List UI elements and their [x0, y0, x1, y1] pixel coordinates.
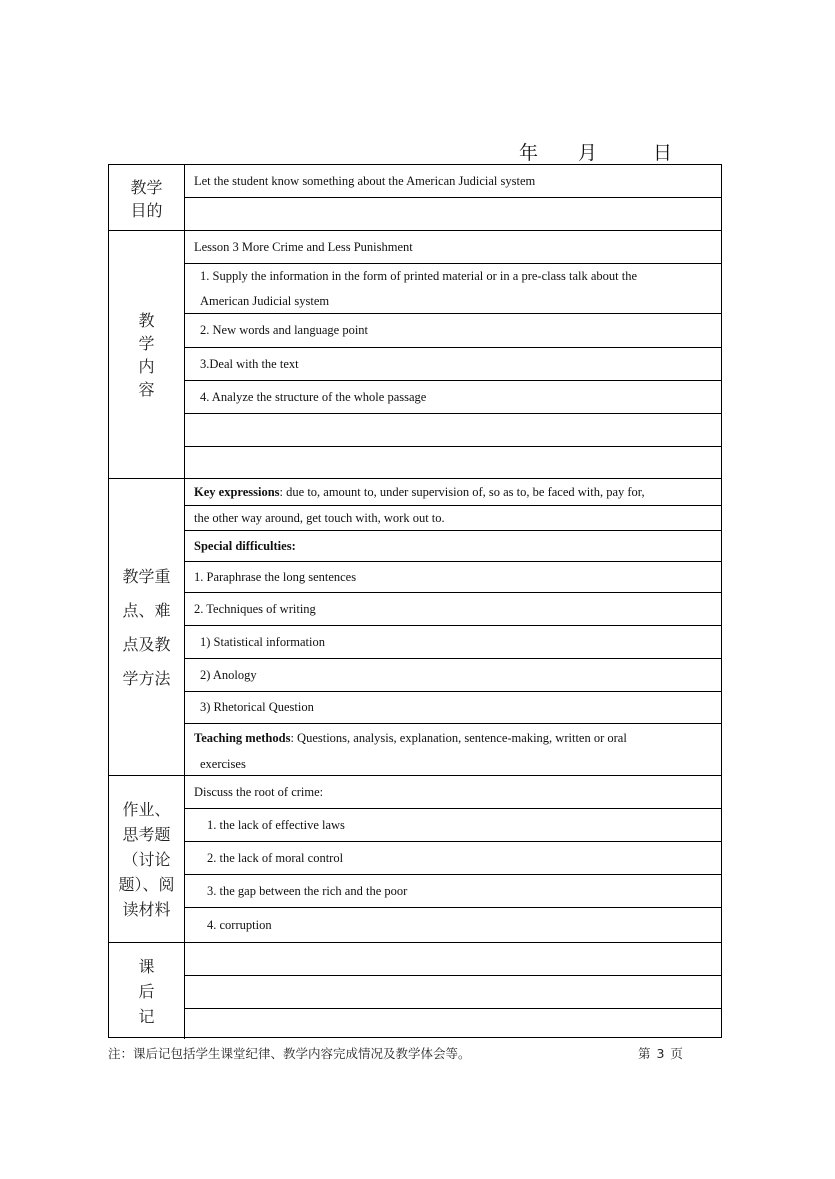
homework-row: 1. the lack of effective laws [185, 808, 721, 841]
teaching-methods-title: Teaching methods [194, 730, 291, 745]
content-row: American Judicial system [200, 293, 330, 308]
keypoints-label: 教学重 点、难 点及教 学方法 [122, 566, 171, 688]
content-label: 教 学 内 容 [138, 310, 155, 399]
key-expressions-title: Key expressions [194, 484, 280, 499]
objectives-rows [185, 165, 721, 230]
homework-label-cell [109, 776, 185, 942]
notes-rows [185, 943, 721, 1039]
objectives-label: 教学 目的 [130, 177, 163, 220]
date-year-label: 年 [519, 142, 539, 164]
notes-row [185, 975, 721, 1008]
content-row [185, 413, 721, 446]
difficulty-item: 1. Paraphrase the long sentences [185, 561, 721, 592]
notes-section [109, 942, 721, 1039]
homework-rows [185, 776, 721, 942]
teaching-methods-row [185, 723, 721, 752]
content-label-cell [109, 231, 185, 478]
footer-note: 注：课后记包括学生课堂纪律、教学内容完成情况及教学体会等。 [108, 1046, 471, 1061]
objectives-row: Let the student know something about the American Judicial system [194, 173, 536, 188]
content-row: 1. Supply the information in the form of printed material or in a pre-class talk about the [185, 263, 721, 289]
date-month-label: 月 [578, 142, 598, 164]
difficulties-title: Special difficulties: [194, 538, 296, 553]
difficulty-item: 2) Anology [185, 658, 721, 691]
keypoints-section [109, 478, 721, 775]
date-line [0, 138, 835, 162]
notes-label-cell [109, 943, 185, 1039]
notes-row [185, 1008, 721, 1040]
notes-row [185, 943, 721, 975]
lesson-plan-table [108, 164, 722, 1038]
date-day-label: 日 [653, 142, 673, 164]
difficulties-title-row [185, 530, 721, 561]
content-row: 3.Deal with the text [185, 347, 721, 380]
content-row: Lesson 3 More Crime and Less Punishment [194, 239, 413, 254]
homework-label: 作业、 思考题 （讨论 题）、阅 读材料 [118, 799, 175, 919]
keypoints-rows [185, 479, 721, 775]
notes-label: 课 后 记 [138, 956, 155, 1026]
objectives-row [185, 197, 721, 230]
difficulty-item: 2. Techniques of writing [185, 592, 721, 625]
teaching-methods-text: : Questions, analysis, explanation, sentence-making, written or oral [290, 730, 627, 745]
teaching-methods-row-continued: exercises [200, 756, 246, 771]
content-row: 4. Analyze the structure of the whole passage [185, 380, 721, 413]
objectives-section [109, 165, 721, 230]
key-expressions-text: : due to, amount to, under supervision of, so as to, be faced with, pay for, [279, 484, 645, 499]
homework-section [109, 775, 721, 942]
content-row [185, 446, 721, 479]
content-section [109, 230, 721, 478]
difficulty-item: 3) Rhetorical Question [185, 691, 721, 723]
content-row: 2. New words and language point [185, 313, 721, 347]
homework-row: Discuss the root of crime: [194, 784, 324, 799]
page-number: 第 3 页 [638, 1046, 684, 1061]
homework-row: 2. the lack of moral control [185, 841, 721, 874]
homework-row: 3. the gap between the rich and the poor [185, 874, 721, 907]
key-expressions-row [185, 479, 721, 505]
keypoints-label-cell [109, 479, 185, 775]
page-footer [108, 1044, 722, 1066]
objectives-label-cell [109, 165, 185, 230]
difficulty-item: 1) Statistical information [185, 625, 721, 658]
content-rows [185, 231, 721, 478]
homework-row: 4. corruption [185, 907, 721, 943]
key-expressions-row-continued: the other way around, get touch with, work out to. [185, 505, 721, 530]
